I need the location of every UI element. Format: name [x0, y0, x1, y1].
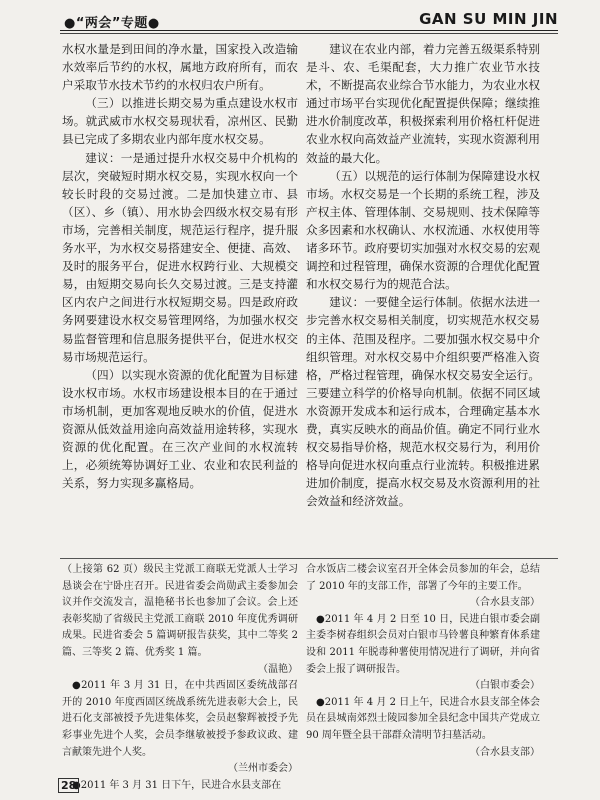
news-briefs-right: [306, 562, 540, 761]
article-paragraph: 建议：一要健全运行体制。依据水法进一步完善水权交易相关制度，切实规范水权交易的主体、范围及程序。二要加强水权交易中介组织管理。对水权交易中介组织要严格准入资格，严格过程管理，确保水权交易安全运行。三要建立科学的价格导向机制。依据不同区域水资源开发成本和运行成本，合理确定基本水费，真实反映水的商品价值。确定不同行业水权交易指导价格，规范水权交易行为，利用价格导向促进水权向重点行业流转。积极推进累进加价制度，提高水权交易及水资源利用的社会效益和经济效益。: [306, 295, 540, 509]
article-paragraph: 建议：一是通过提升水权交易中介机构的层次，突破短时期水权交易，实现水权向一个较长时段的交易过渡。二是加快建立市、县（区）、乡（镇）、用水协会四级水权交易有形市场，完善相关制度，规范运行程序，提升服务水平，为水权交易搭建安全、便捷、高效、及时的服务平台，促进水权跨行业、大规模交易，由短期交易向长久交易过渡。三是支持灌区内农户之间进行水权短期交易。四是政府政务网要建设水权交易管理网络，为加强水权交易监督管理和信息服务提供平台，促进水权交易市场规范运行。: [62, 150, 298, 364]
article-paragraph: （三）以推进长期交易为重点建设水权市场。就武威市水权交易现状看，凉州区、民勤县已完成了多期农业内部年度水权交易。: [62, 96, 298, 147]
article-paragraph: 水权水量是到田间的净水量，国家投入改造输水效率后节约的水权，属地方政府所有，而农户采取节水技术节约的水权归农户所有。: [62, 42, 298, 93]
news-brief: [62, 678, 298, 778]
news-brief-text: ●2011 年 4 月 2 日上午，民进合水县支部全体会员在县城南郊烈士陵园参加全县纪念中国共产党成立 90 周年暨全县干部群众清明节扫墓活动。: [306, 696, 540, 741]
news-brief-text: ●2011 年 3 月 31 日下午，民进合水县支部在: [72, 779, 282, 791]
article-paragraph: 建议在农业内部，着力完善五级渠系特别是斗、农、毛渠配套，大力推广农业节水技术，不断提高农业综合节水能力，为农业水权通过市场平台实现优化配置提供保障；继续推进水价制度改革，积极探索利用价格杠杆促进农业水权向高效益产业流转，实现水资源利用效益的最大化。: [306, 42, 540, 165]
header-rule-thin: [60, 33, 558, 34]
news-brief-text: ●2011 年 3 月 31 日，在中共西固区委统战部召开的 2010 年度西固区统战系统先进表彰大会上，民进石化支部被授予先进集体奖，会员赵黎辉被授予先彩事业先进个人奖，会员李继敏被授予参政议政、建言献策先进个人奖。: [62, 680, 298, 758]
news-brief-text: （上接第 62 页）级民主党派工商联无党派人士学习恳谈会在宁卧庄召开。民进省委会尚勋武主委参加会议并作交流发言，温艳秘书长也参加了会议。会上还表彰奖励了省级民主党派工商联 2010 年度优秀调研成果。民进省委会 5 篇调研报告获奖，其中二等奖 2 篇、三等奖 2 篇、优秀奖 1 篇。: [62, 564, 298, 658]
news-brief-text: ●2011 年 4 月 2 日至 10 日，民进白银市委会副主委李树春组织会员对白银市马铃薯良种繁育体系建设和 2011 年脱毒种薯使用情况进行了调研，并向省委会上报了调研报告。: [306, 613, 540, 675]
news-brief: [306, 562, 540, 612]
news-brief-source: （白银市委会）: [470, 680, 540, 692]
header-rule: [60, 30, 558, 31]
news-brief-text: 合水饭店二楼会议室召开全体会员参加的年会，总结了 2010 年的支部工作，部署了今年的主要工作。: [306, 564, 540, 592]
news-brief-source: （合水县支部）: [470, 597, 540, 609]
magazine-title: GAN SU MIN JIN: [419, 10, 558, 28]
news-brief-source: （合水县支部）: [470, 746, 540, 758]
article-paragraph: （四）以实现水资源的优化配置为目标建设水权市场。水权市场建设根本目的在于通过市场机制，更加客观地反映水的价值，促进水资源从低效益用途向高效益用途转移，实现水资源的优化配置。在三次产业间的水权流转上，必须统筹协调好工业、农业和农民利益的关系，努力实现多赢格局。: [62, 367, 298, 491]
article-left-column: [62, 40, 298, 492]
section-divider: [60, 558, 558, 559]
news-brief: [306, 612, 540, 695]
news-brief-source: （温艳）: [258, 663, 298, 675]
page-number: 28: [58, 778, 79, 793]
section-header: ●“两会”专题●: [64, 16, 160, 31]
news-brief-source: （兰州市委会）: [228, 763, 298, 775]
news-brief: [62, 778, 298, 795]
article-right-column: [306, 40, 540, 510]
news-brief: [306, 695, 540, 761]
article-paragraph: （五）以规范的运行体制为保障建设水权市场。水权交易是一个长期的系统工程，涉及产权主体、管理体制、交易规则、技术保障等众多因素和水权确认、水权流通、水权使用等诸多环节。政府要切实加强对水权交易的宏观调控和过程管理，确保水资源的合理优化配置和水权交易行为的规范合法。: [306, 168, 540, 292]
news-brief: [62, 562, 298, 678]
news-briefs-left: [62, 562, 298, 794]
